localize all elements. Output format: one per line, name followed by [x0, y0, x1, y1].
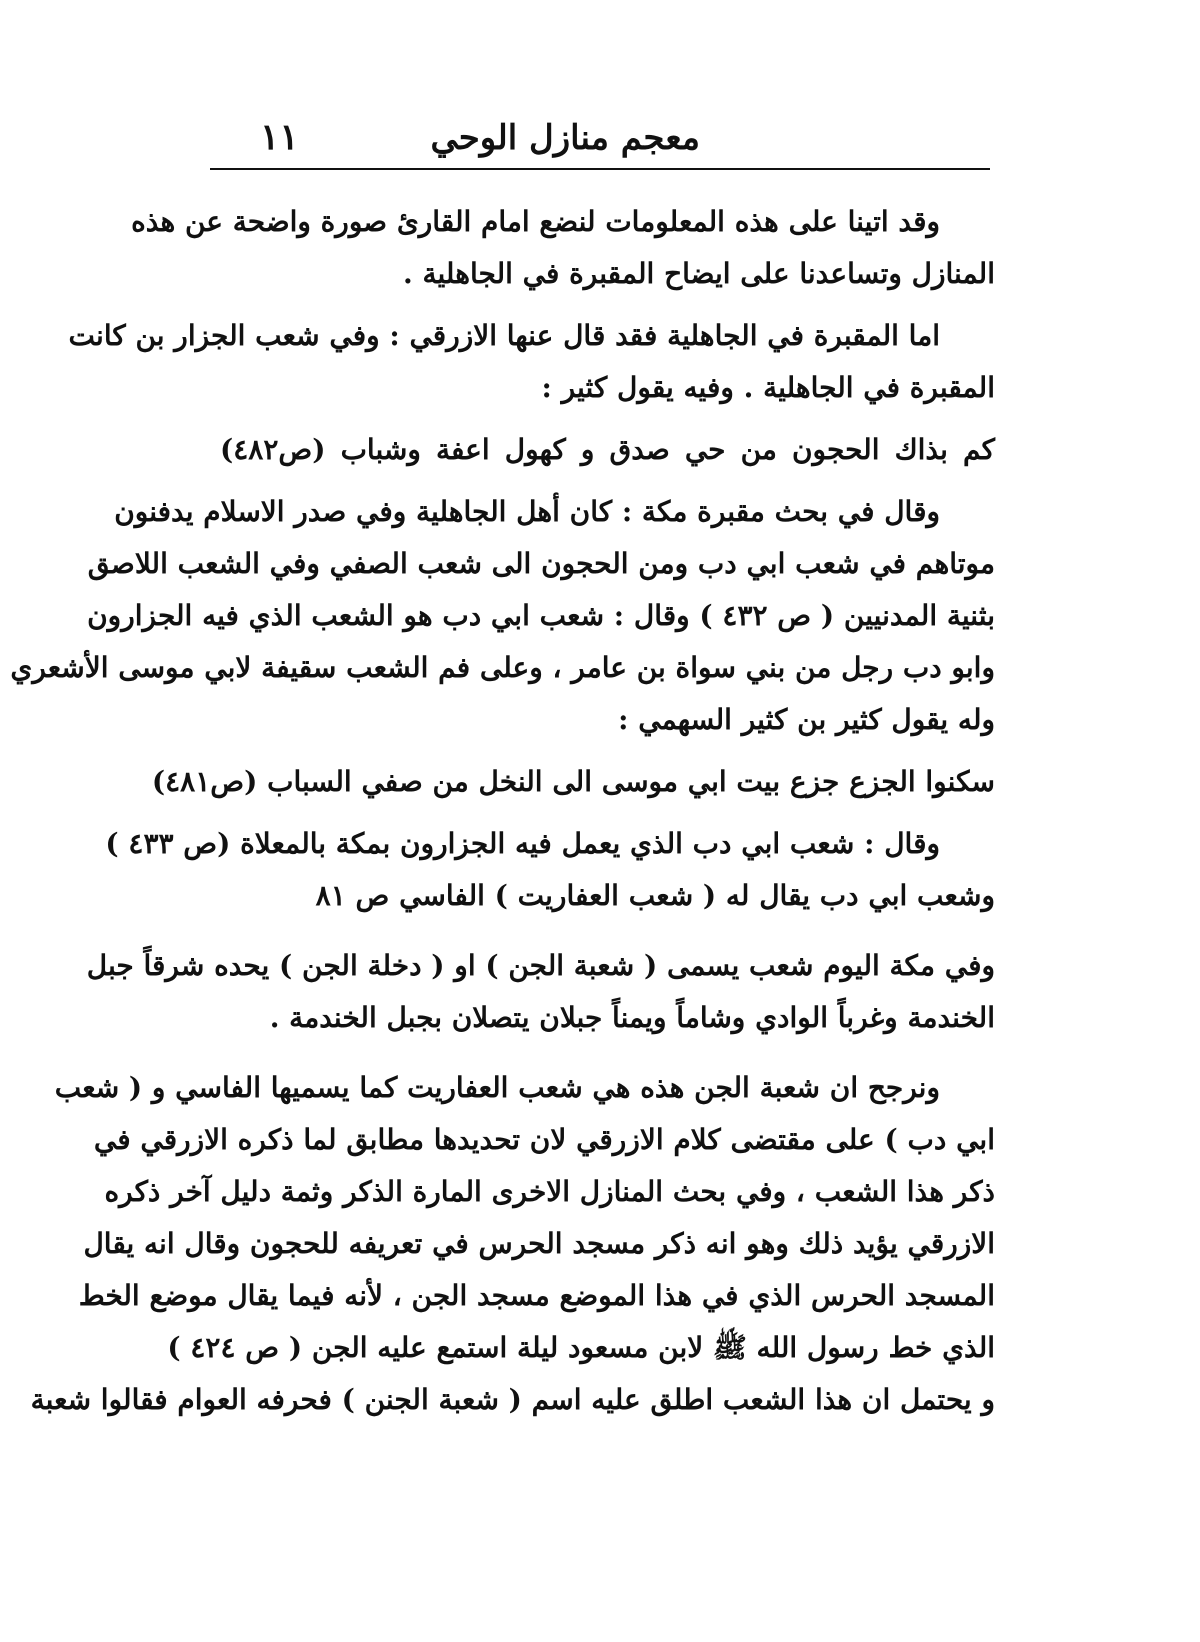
running-title: معجم منازل الوحي: [430, 118, 700, 158]
text-line: وابو دب رجل من بني سواة بن عامر ، وعلى فم الشعب سقيفة لابي موسى الأشعري: [10, 651, 995, 684]
paragraph-5: [86, 940, 995, 1044]
text-line: بثنية المدنيين ( ص ٤٣٢ ) وقال : شعب ابي دب هو الشعب الذي فيه الجزارون: [87, 599, 995, 632]
text-line: وشعب ابي دب يقال له ( شعب العفاريت ) الفاسي ص ٨١: [315, 879, 995, 912]
text-line: ابي دب ) على مقتضى كلام الازرقي لان تحديدها مطابق لما ذكره الازرقي في: [93, 1123, 995, 1156]
paragraph-gap: [220, 808, 995, 818]
header-rule: [210, 168, 990, 170]
paragraph-gap: [220, 300, 995, 310]
text-line: وله يقول كثير بن كثير السهمي :: [618, 703, 995, 736]
text-line: ونرجح ان شعبة الجن هذه هي شعب العفاريت كما يسميها الفاسي و ( شعب: [54, 1071, 940, 1104]
paragraph-4: [105, 818, 995, 922]
text-line: ذكر هذا الشعب ، وفي بحث المنازل الاخرى المارة الذكر وثمة دليل آخر ذكره: [104, 1175, 995, 1208]
text-line: اما المقبرة في الجاهلية فقد قال عنها الازرقي : وفي شعب الجزار بن كانت: [68, 319, 940, 352]
text-line: الذي خط رسول الله ﷺ لابن مسعود ليلة استمع عليه الجن ( ص ٤٢٤ ): [167, 1331, 995, 1364]
verse-line: كم بذاك الحجون من حي صدق و كهول اعفة وشباب (ص٤٨٢): [220, 433, 995, 466]
paragraph-3: [10, 486, 995, 746]
paragraph-gap: [220, 746, 995, 756]
text-line: المقبرة في الجاهلية . وفيه يقول كثير :: [541, 371, 995, 404]
paragraph-gap: [220, 922, 995, 940]
paragraph-1: [131, 196, 995, 300]
paragraph-2: [68, 310, 995, 414]
text-line: وقال : شعب ابي دب الذي يعمل فيه الجزارون بمكة بالمعلاة (ص ٤٣٣ ): [105, 827, 940, 860]
text-line: الازرقي يؤيد ذلك وهو انه ذكر مسجد الحرس في تعريفه للحجون وقال انه يقال: [83, 1227, 995, 1260]
page-number: ١١: [260, 116, 299, 158]
verse-line: سكنوا الجزع جزع بيت ابي موسى الى النخل من صفي السباب (ص٤٨١): [151, 765, 995, 798]
text-line: وفي مكة اليوم شعب يسمى ( شعبة الجن ) او ( دخلة الجن ) يحده شرقاً جبل: [86, 949, 995, 982]
paragraph-6: [30, 1062, 995, 1426]
text-line: الخندمة وغرباً الوادي وشاماً ويمناً جبلان يتصلان بجبل الخندمة .: [269, 1001, 995, 1034]
text-line: وقال في بحث مقبرة مكة : كان أهل الجاهلية وفي صدر الاسلام يدفنون: [114, 495, 940, 528]
paragraph-gap: [220, 1044, 995, 1062]
page-header: [210, 112, 990, 172]
paragraph-gap: [220, 476, 995, 486]
text-line: موتاهم في شعب ابي دب ومن الحجون الى شعب الصفي وفي الشعب اللاصق: [87, 547, 995, 580]
paragraph-gap: [220, 414, 995, 424]
body-text: [10, 196, 995, 1426]
text-line: وقد اتينا على هذه المعلومات لنضع امام القارئ صورة واضحة عن هذه: [131, 205, 940, 238]
text-line: و يحتمل ان هذا الشعب اطلق عليه اسم ( شعبة الجنن ) فحرفه العوام فقالوا شعبة: [30, 1383, 995, 1416]
text-line: المنازل وتساعدنا على ايضاح المقبرة في الجاهلية .: [402, 257, 995, 290]
text-line: المسجد الحرس الذي في هذا الموضع مسجد الجن ، لأنه فيما يقال موضع الخط: [78, 1279, 995, 1312]
